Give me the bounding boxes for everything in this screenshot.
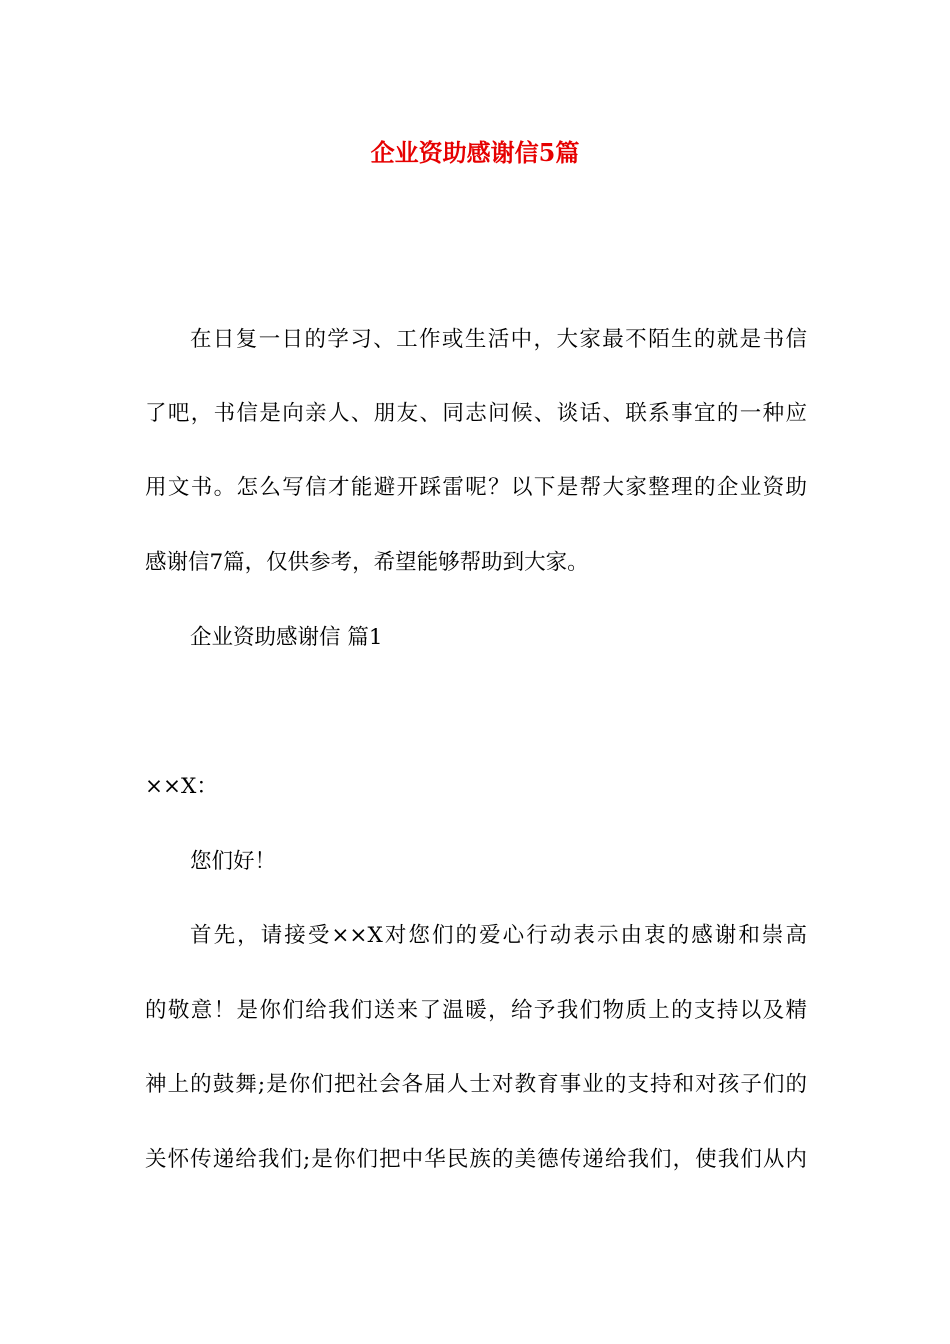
intro-line-3: 用文书。怎么写信才能避开踩雷呢？以下是帮大家整理的企业资助 [145, 475, 807, 500]
salutation: ××X： [145, 774, 218, 799]
intro-line-2: 了吧，书信是向亲人、朋友、同志问候、谈话、联系事宜的一种应 [145, 401, 807, 426]
body-line-3: 神上的鼓舞;是你们把社会各届人士对教育事业的支持和对孩子们的 [145, 1072, 807, 1097]
body-line-4: 关怀传递给我们;是你们把中华民族的美德传递给我们，使我们从内 [145, 1147, 807, 1172]
body-line-1: 首先，请接受××X对您们的爱心行动表示由衷的感谢和崇高 [190, 923, 807, 948]
intro-line-1: 在日复一日的学习、工作或生活中，大家最不陌生的就是书信 [190, 327, 807, 352]
section-heading: 企业资助感谢信 篇1 [190, 625, 383, 650]
greeting: 您们好！ [190, 849, 277, 874]
document-title: 企业资助感谢信5篇 [370, 138, 580, 167]
intro-line-4: 感谢信7篇，仅供参考，希望能够帮助到大家。 [145, 550, 589, 575]
body-line-2: 的敬意！是你们给我们送来了温暖，给予我们物质上的支持以及精 [145, 998, 807, 1023]
